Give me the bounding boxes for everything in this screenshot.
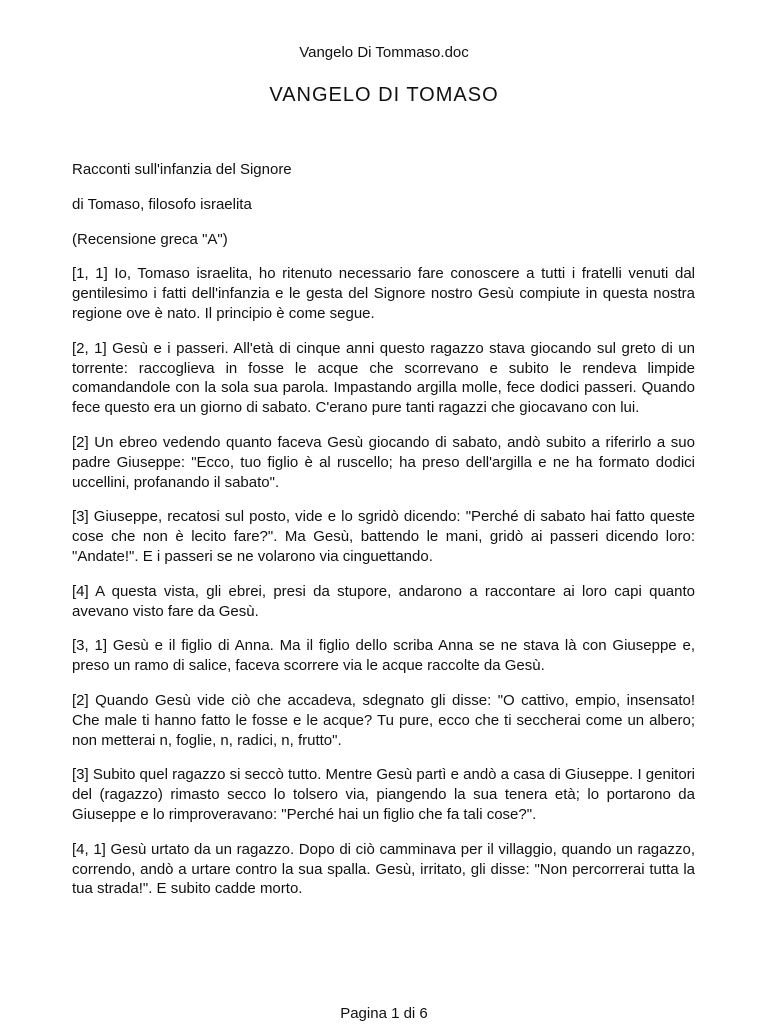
paragraph: [3] Giuseppe, recatosi sul posto, vide e lo sgridò dicendo: "Perché di sabato hai fatto queste cose che non è lecito fare?". Ma Gesù, battendo le mani, gridò ai passeri dicendo loro: "Andate!". E i passeri se ne volarono via cinguettando. <box>72 508 695 565</box>
paragraph: [4] A questa vista, gli ebrei, presi da stupore, andarono a raccontare ai loro capi quanto avevano visto fare da Gesù. <box>72 582 695 620</box>
paragraph: [3] Subito quel ragazzo si seccò tutto. Mentre Gesù partì e andò a casa di Giuseppe. I genitori del (ragazzo) rimasto secco lo tolsero via, piangendo la sua tenera età; lo portarono da Giuseppe e lo rimproveravano: "Perché hai un figlio che fa tali cose?". <box>72 766 695 823</box>
paragraph: [2] Un ebreo vedendo quanto faceva Gesù giocando di sabato, andò subito a riferirlo a suo padre Giuseppe: "Ecco, tuo figlio è al ruscello; ha preso dell'argilla e ne ha formato dodici uccellini, profanando il sabato". <box>72 433 695 491</box>
paragraph-recension: (Recensione greca "A") <box>72 230 228 248</box>
paragraph: [3, 1] Gesù e il figlio di Anna. Ma il figlio dello scriba Anna se ne stava là con Giuseppe e, preso un ramo di salice, faceva scorrere via le acque raccolte da Gesù. <box>72 637 695 675</box>
document-title: VANGELO DI TOMASO <box>269 84 499 106</box>
paragraph: [2] Quando Gesù vide ciò che accadeva, sdegnato gli disse: "O cattivo, empio, insensato! Che male ti hanno fatto le fosse e le acque? Tu pure, ecco che ti seccherai come un albero; non metterai n, foglie, n, radici, n, frutto". <box>72 691 695 749</box>
paragraph: [4, 1] Gesù urtato da un ragazzo. Dopo di ciò camminava per il villaggio, quando un ragazzo, correndo, andò a urtare contro la sua spalla. Gesù, irritato, gli disse: "Non percorrerai tutta la tua strada!". E subito cadde morto. <box>72 840 695 898</box>
document-body <box>72 160 695 914</box>
page-number-footer: Pagina 1 di 6 <box>340 1005 428 1022</box>
paragraph-subtitle: Racconti sull'infanzia del Signore <box>72 161 292 178</box>
file-name-header: Vangelo Di Tommaso.doc <box>299 44 469 61</box>
paragraph: [2, 1] Gesù e i passeri. All'età di cinque anni questo ragazzo stava giocando sul greto di un torrente: raccoglieva in fosse le acque che scorrevano e subito le rendeva limpide comandandole con la sola sua parola. Impastando argilla molle, fece dodici passeri. Quando fece questo era un giorno di sabato. C'erano pure tanti ragazzi che giocavano con lui. <box>72 339 695 417</box>
paragraph: [1, 1] Io, Tomaso israelita, ho ritenuto necessario fare conoscere a tutti i fratelli venuti dal gentilesimo i fatti dell'infanzia e le gesta del Signore nostro Gesù compiute in questa nostra regione ove è nato. Il principio è come segue. <box>72 265 695 322</box>
paragraph-author: di Tomaso, filosofo israelita <box>72 195 252 213</box>
